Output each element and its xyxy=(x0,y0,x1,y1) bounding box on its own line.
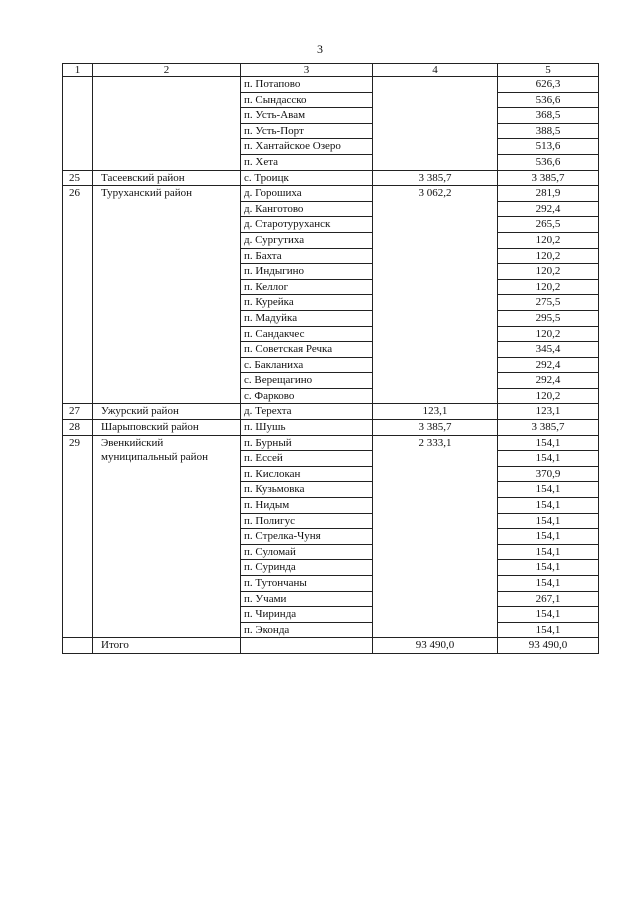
settlement-name: п. Ессей xyxy=(241,451,373,467)
settlement-value: 120,2 xyxy=(498,279,599,295)
settlement-name: п. Учами xyxy=(241,591,373,607)
district-total: 123,1 xyxy=(373,404,498,420)
district-number: 27 xyxy=(63,404,93,420)
district-total: 3 062,2 xyxy=(373,186,498,404)
settlement-name: с. Верещагино xyxy=(241,373,373,389)
settlement-name: д. Сургутиха xyxy=(241,232,373,248)
settlement-value: 154,1 xyxy=(498,607,599,623)
table-header-row xyxy=(63,64,599,77)
settlement-value: 154,1 xyxy=(498,482,599,498)
settlement-name: п. Келлог xyxy=(241,279,373,295)
district-total: 3 385,7 xyxy=(373,420,498,436)
page-number: 3 xyxy=(317,42,323,56)
settlement-value: 120,2 xyxy=(498,326,599,342)
settlement-value: 292,4 xyxy=(498,201,599,217)
settlement-value: 513,6 xyxy=(498,139,599,155)
settlement-name: п. Шушь xyxy=(241,420,373,436)
settlement-name: п. Полигус xyxy=(241,513,373,529)
settlement-value: 154,1 xyxy=(498,435,599,451)
district-total xyxy=(373,77,498,171)
settlement-name: п. Тутончаны xyxy=(241,576,373,592)
header-cell-1: 1 xyxy=(63,64,93,77)
settlement-value: 154,1 xyxy=(498,544,599,560)
district-number: 29 xyxy=(63,435,93,638)
settlement-name: с. Бакланиха xyxy=(241,357,373,373)
district-name: Шарыповский район xyxy=(93,420,241,436)
settlement-name: п. Бурный xyxy=(241,435,373,451)
total-col5: 93 490,0 xyxy=(498,638,599,654)
settlement-name: п. Хантайское Озеро xyxy=(241,139,373,155)
table-row xyxy=(63,435,599,451)
settlement-name: п. Усть-Порт xyxy=(241,123,373,139)
header-cell-2: 2 xyxy=(93,64,241,77)
settlement-value: 536,6 xyxy=(498,154,599,170)
settlement-value: 154,1 xyxy=(498,529,599,545)
settlement-name: п. Эконда xyxy=(241,622,373,638)
settlement-name: п. Сындасско xyxy=(241,92,373,108)
district-name: Ужурский район xyxy=(93,404,241,420)
settlement-name: д. Терехта xyxy=(241,404,373,420)
settlement-value: 626,3 xyxy=(498,77,599,93)
settlement-name: п. Индыгино xyxy=(241,264,373,280)
district-number: 25 xyxy=(63,170,93,186)
settlement-name: п. Усть-Авам xyxy=(241,108,373,124)
settlement-value: 267,1 xyxy=(498,591,599,607)
table-row xyxy=(63,186,599,202)
header-cell-4: 4 xyxy=(373,64,498,77)
settlement-value: 292,4 xyxy=(498,357,599,373)
settlement-value: 154,1 xyxy=(498,560,599,576)
district-number: 28 xyxy=(63,420,93,436)
district-total: 3 385,7 xyxy=(373,170,498,186)
table-body xyxy=(63,64,599,654)
settlement-value: 345,4 xyxy=(498,342,599,358)
settlement-value: 295,5 xyxy=(498,310,599,326)
header-cell-5: 5 xyxy=(498,64,599,77)
settlement-value: 388,5 xyxy=(498,123,599,139)
settlement-name: п. Курейка xyxy=(241,295,373,311)
settlement-name: д. Горошиха xyxy=(241,186,373,202)
total-empty-cell xyxy=(241,638,373,654)
settlement-name: с. Фарково xyxy=(241,388,373,404)
settlement-value: 154,1 xyxy=(498,576,599,592)
settlement-value: 275,5 xyxy=(498,295,599,311)
settlement-value: 292,4 xyxy=(498,373,599,389)
allocation-table xyxy=(62,63,599,654)
settlement-value: 3 385,7 xyxy=(498,170,599,186)
settlement-value: 120,2 xyxy=(498,264,599,280)
settlement-value: 120,2 xyxy=(498,248,599,264)
total-label: Итого xyxy=(93,638,241,654)
total-col4: 93 490,0 xyxy=(373,638,498,654)
district-total: 2 333,1 xyxy=(373,435,498,638)
settlement-name: п. Суринда xyxy=(241,560,373,576)
table-row xyxy=(63,77,599,93)
settlement-value: 120,2 xyxy=(498,388,599,404)
district-name: Эвенкийский муниципальный район xyxy=(93,435,241,638)
settlement-name: п. Суломай xyxy=(241,544,373,560)
district-name: Туруханский район xyxy=(93,186,241,404)
settlement-name: п. Бахта xyxy=(241,248,373,264)
settlement-value: 281,9 xyxy=(498,186,599,202)
settlement-value: 154,1 xyxy=(498,498,599,514)
settlement-value: 368,5 xyxy=(498,108,599,124)
settlement-value: 3 385,7 xyxy=(498,420,599,436)
total-row xyxy=(63,638,599,654)
settlement-name: с. Троицк xyxy=(241,170,373,186)
district-number: 26 xyxy=(63,186,93,404)
settlement-name: п. Потапово xyxy=(241,77,373,93)
settlement-name: п. Стрелка-Чуня xyxy=(241,529,373,545)
settlement-value: 370,9 xyxy=(498,466,599,482)
settlement-value: 123,1 xyxy=(498,404,599,420)
settlement-name: п. Советская Речка xyxy=(241,342,373,358)
header-cell-3: 3 xyxy=(241,64,373,77)
total-number-cell xyxy=(63,638,93,654)
settlement-name: п. Кузьмовка xyxy=(241,482,373,498)
table-row xyxy=(63,404,599,420)
settlement-name: п. Кислокан xyxy=(241,466,373,482)
district-name xyxy=(93,77,241,171)
settlement-value: 536,6 xyxy=(498,92,599,108)
settlement-name: п. Чиринда xyxy=(241,607,373,623)
settlement-value: 120,2 xyxy=(498,232,599,248)
settlement-name: п. Нидым xyxy=(241,498,373,514)
settlement-value: 154,1 xyxy=(498,451,599,467)
settlement-value: 154,1 xyxy=(498,622,599,638)
settlement-value: 154,1 xyxy=(498,513,599,529)
settlement-name: п. Мадуйка xyxy=(241,310,373,326)
table-row xyxy=(63,420,599,436)
settlement-value: 265,5 xyxy=(498,217,599,233)
settlement-name: д. Старотуруханск xyxy=(241,217,373,233)
settlement-name: п. Хета xyxy=(241,154,373,170)
table-row xyxy=(63,170,599,186)
district-name: Тасеевский район xyxy=(93,170,241,186)
settlement-name: д. Канготово xyxy=(241,201,373,217)
settlement-name: п. Сандакчес xyxy=(241,326,373,342)
district-number xyxy=(63,77,93,171)
